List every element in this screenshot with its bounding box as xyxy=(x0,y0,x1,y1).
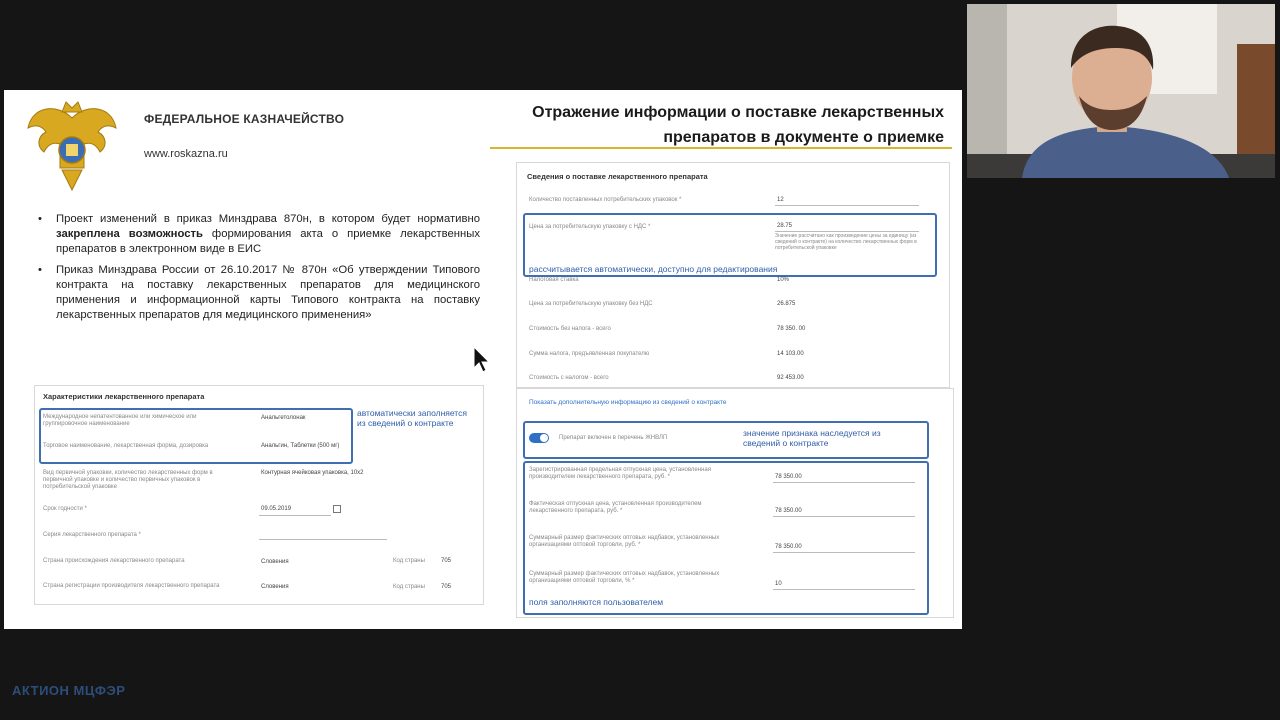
tax-rate-value: 10% xyxy=(777,277,790,283)
inn-label: Международное непатентованное или химическое или группировочное наименование xyxy=(43,414,197,427)
cost-tax-value: 92 453.00 xyxy=(777,375,804,381)
price-novat-value: 26.875 xyxy=(777,301,796,307)
origin-code-value: 705 xyxy=(441,558,452,564)
extra-info-panel xyxy=(516,388,954,618)
user-fields-note: поля заполняются пользователем xyxy=(529,597,664,607)
calendar-icon[interactable] xyxy=(333,505,341,513)
price-vat-hint: Значение рассчитано как произведение цены за единицу (из сведений о контракте) на количество лекарственных форм в потребительской упаковке xyxy=(775,233,917,251)
markup-rub-label: Суммарный размер фактических оптовых надбавок, установленных организациями оптовой торговли, руб. * xyxy=(529,535,720,548)
markup-pct-label: Суммарный размер фактических оптовых надбавок, установленных организациями оптовой торговли, % * xyxy=(529,571,720,584)
auto-fill-note: автоматически заполняется из сведений о контракте xyxy=(357,408,467,428)
price-vat-label: Цена за потребительскую упаковку с НДС * xyxy=(529,224,651,230)
panel-title: Сведения о поставке лекарственного препарата xyxy=(527,172,708,181)
presentation-slide xyxy=(4,90,962,629)
origin-country-value: Словения xyxy=(261,559,289,565)
bullet-item-1: • Проект изменений в приказ Минздрава 870н, в котором будет нормативно закреплена возможность формирования акта о приемке лекарственных препаратов в электронном виде в ЕИС xyxy=(36,212,480,257)
presenter-video-icon xyxy=(967,4,1275,178)
panel-title: Характеристики лекарственного препарата xyxy=(43,392,205,401)
auto-calc-note: рассчитывается автоматически, доступно для редактирования xyxy=(529,264,778,274)
markup-pct-input[interactable]: 10 xyxy=(775,581,782,587)
actual-price-label: Фактическая отпускная цена, установленная производителем лекарственного препарата, руб. * xyxy=(529,501,702,514)
quantity-input[interactable]: 12 xyxy=(777,197,784,203)
title-underline xyxy=(490,147,952,149)
series-input[interactable] xyxy=(259,539,387,540)
webcam-video xyxy=(967,4,1275,178)
cost-notax-value: 78 350. 00 xyxy=(777,326,806,332)
registration-code-value: 705 xyxy=(441,584,452,590)
expiry-label: Срок годности * xyxy=(43,506,87,512)
tax-rate-label: Налоговая ставка xyxy=(529,277,579,283)
package-value: Контурная ячейковая упаковка, 10x2 xyxy=(261,470,364,476)
tax-sum-value: 14 103.00 xyxy=(777,351,804,357)
trade-name-value: Анальгин, Таблетки (500 мг) xyxy=(261,443,340,449)
series-label: Серия лекарственного препарата * xyxy=(43,532,141,538)
inn-value: Анальгетолонак xyxy=(261,415,306,421)
auto-fill-highlight-box xyxy=(39,408,353,464)
expiry-input[interactable]: 09.05.2019 xyxy=(261,506,292,512)
toggle-note: значение признака наследуется из сведений о контракте xyxy=(743,428,881,448)
drug-characteristics-panel xyxy=(34,385,484,605)
bullet-list xyxy=(36,212,480,329)
origin-country-label: Страна происхождения лекарственного препарата xyxy=(43,558,185,564)
bullet-bold-text: закреплена возможность xyxy=(56,228,203,240)
origin-code-label: Код страны xyxy=(393,558,425,564)
brand-logo: АКТИОН МЦФЭР xyxy=(12,683,126,698)
title-line-1: Отражение информации о поставке лекарственных xyxy=(532,104,944,121)
title-line-2: препаратов в документе о приемке xyxy=(663,129,944,146)
cost-notax-label: Стоимость без налога - всего xyxy=(529,326,611,332)
double-headed-eagle-emblem-icon xyxy=(22,98,122,194)
toggle-label: Препарат включен в перечень ЖНВЛП xyxy=(559,435,668,441)
tax-sum-label: Сумма налога, предъявленная покупателю xyxy=(529,351,650,357)
registered-price-input[interactable]: 78 350.00 xyxy=(775,474,802,480)
vital-drugs-toggle[interactable] xyxy=(529,433,549,443)
bullet-item-2: • Приказ Минздрава России от 26.10.2017 № 870н «Об утверждении Типового контракта на поставку лекарственных препаратов для медицинского применения и информационной карты Типового контракта на поставку лекарственных препаратов для медицинского применения» xyxy=(36,263,480,323)
slide-title xyxy=(474,100,944,150)
actual-price-input[interactable]: 78 350.00 xyxy=(775,508,802,514)
price-novat-label: Цена за потребительскую упаковку без НДС xyxy=(529,301,653,307)
package-label: Вид первичной упаковки, количество лекарственных форм в первичной упаковке и количество первичных упаковок в потребительской упаковке xyxy=(43,470,213,490)
registered-price-label: Зарегистрированная предельная отпускная цена, установленная производителем лекарственного препарата, руб. * xyxy=(529,467,711,480)
quantity-label: Количество поставленных потребительских упаковок * xyxy=(529,197,682,203)
cost-tax-label: Стоимость с налогом - всего xyxy=(529,375,609,381)
show-extra-info-link[interactable]: Показать дополнительную информацию из сведений о контракте xyxy=(529,399,727,406)
trade-name-label: Торговое наименование, лекарственная форма, дозировка xyxy=(43,443,209,449)
org-website: www.roskazna.ru xyxy=(144,148,228,160)
registration-country-label: Страна регистрации производителя лекарственного препарата xyxy=(43,583,220,589)
mouse-pointer-icon xyxy=(472,346,492,374)
price-vat-input[interactable]: 28.75 xyxy=(777,223,793,229)
markup-rub-input[interactable]: 78 350.00 xyxy=(775,544,802,550)
registration-country-value: Словения xyxy=(261,584,289,590)
org-name: ФЕДЕРАЛЬНОЕ КАЗНАЧЕЙСТВО xyxy=(144,112,345,126)
supply-info-panel xyxy=(516,162,950,388)
registration-code-label: Код страны xyxy=(393,584,425,590)
